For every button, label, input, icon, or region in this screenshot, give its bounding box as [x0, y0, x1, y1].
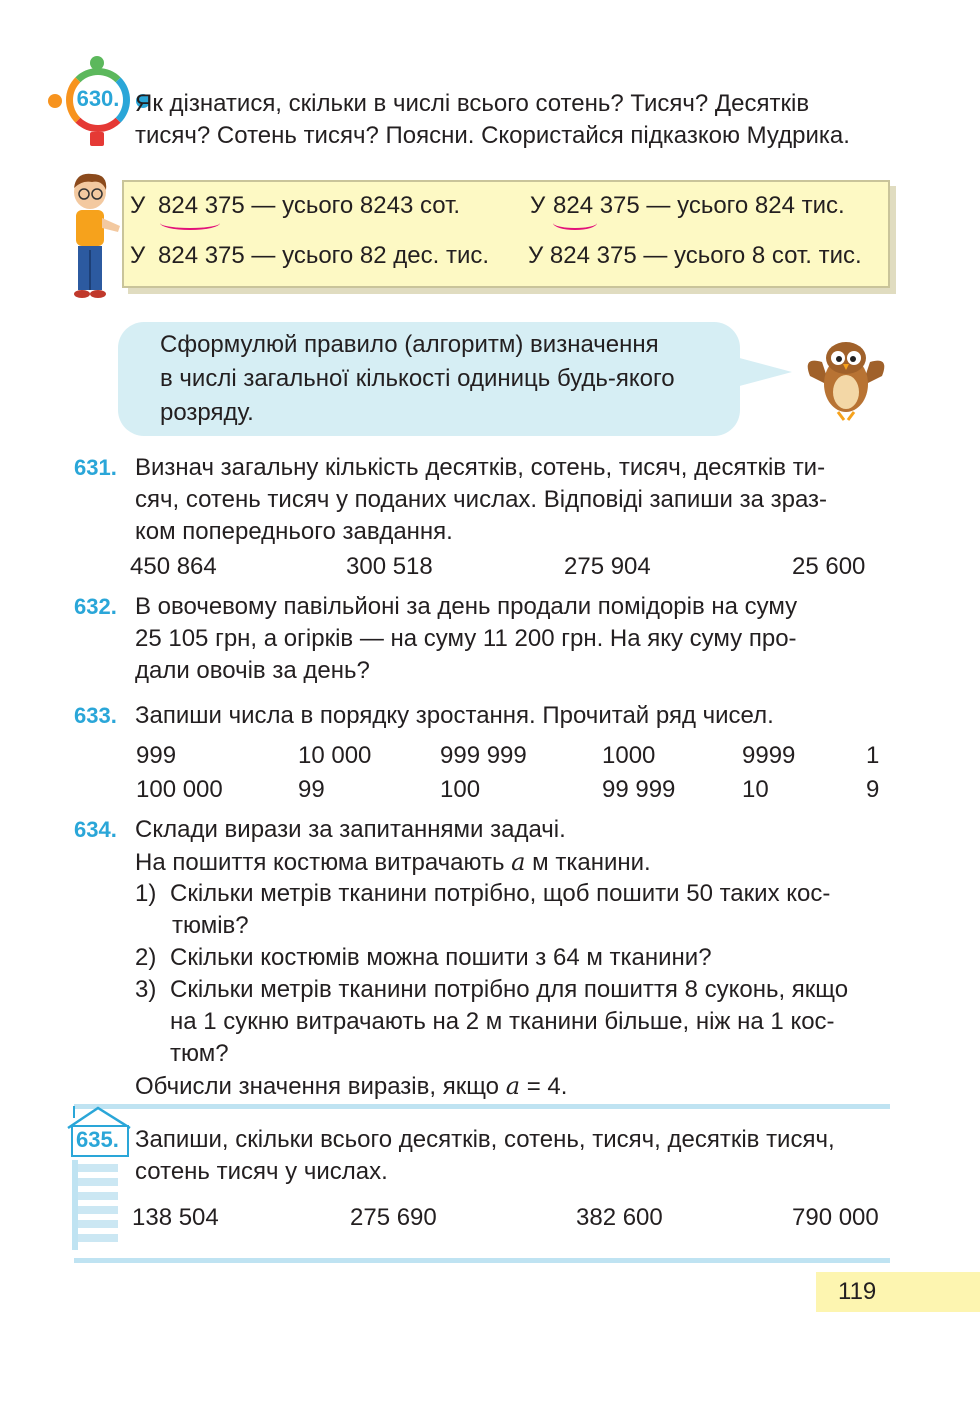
task-634-condition [135, 846, 651, 879]
question-number: 2) [135, 944, 157, 971]
text-line: тюм? [170, 1040, 229, 1067]
number-item: 99 [298, 776, 325, 803]
text-line: в числі загальної кількості одиниць будь-якого [160, 365, 675, 392]
text-line: Скільки метрів тканини потрібно для пошиття 8 суконь, якщо [170, 976, 849, 1003]
hint-r1c2: 824 375 — усього 824 тис. [553, 192, 845, 219]
hint-r1c2-prefix: У [530, 192, 546, 219]
question-number: 3) [135, 976, 157, 1003]
number-item: 9 [866, 776, 880, 803]
task-632-text [135, 591, 891, 687]
underline-arc [160, 216, 220, 230]
text-line: В овочевому павільйоні за день продали помідорів на суму [135, 593, 798, 620]
text-line: сяч, сотень тисяч у поданих числах. Відповіді запиши за зраз- [135, 486, 828, 513]
text-line: розряду. [160, 399, 254, 426]
text-line: на 1 сукню витрачають на 2 м тканини більше, ніж на 1 кос- [170, 1008, 835, 1035]
variable-a: a [511, 848, 526, 876]
text-span: = 4. [526, 1073, 568, 1100]
variable-a: a [505, 1072, 521, 1100]
text-span: На пошиття костюма витрачають [135, 849, 505, 876]
text-line: Як дізнатися, скільки в числі всього сотень? Тисяч? Десятків [135, 90, 810, 117]
boy-mudryk-illustration [62, 170, 122, 300]
underline-arc [553, 216, 597, 230]
page-number: 119 [816, 1272, 980, 1312]
number-item: 1000 [602, 742, 656, 769]
text-line: тюмів? [172, 912, 249, 939]
number-item: 10 [742, 776, 769, 803]
section-divider-bottom [74, 1258, 890, 1263]
question-number: 1) [135, 880, 157, 907]
task-number: 634. [74, 817, 117, 842]
number-item: 275 904 [564, 553, 651, 580]
text-line: Скільки метрів тканини потрібно, щоб пошити 50 таких кос- [170, 880, 831, 907]
text-line: 25 105 грн, а огірків — на суму 11 200 грн. На яку суму про- [135, 625, 797, 652]
hint-r2c2: У 824 375 — усього 8 сот. тис. [528, 242, 862, 269]
text-line: ком попереднього завдання. [135, 518, 453, 545]
number-item: 1 [866, 742, 880, 769]
number-item: 100 [440, 776, 481, 803]
task-number: 631. [74, 455, 117, 480]
text-line: дали овочів за день? [135, 657, 370, 684]
hint-r2c1: 824 375 — усього 82 дес. тис. [158, 242, 490, 269]
task-number: 635. [76, 1127, 119, 1152]
task-635-text [135, 1124, 891, 1188]
speech-bubble-tail [732, 356, 792, 388]
question-1 [170, 878, 891, 942]
task-number: 630. [76, 86, 120, 111]
number-item: 999 [136, 742, 177, 769]
question-3 [170, 974, 891, 1070]
hint-r2c1-prefix: У [130, 242, 146, 269]
number-item: 275 690 [350, 1204, 437, 1231]
hint-r1c1-prefix: У [130, 192, 146, 219]
task-633-text: Запиши числа в порядку зростання. Прочитай ряд чисел. [135, 702, 774, 729]
number-item: 300 518 [346, 553, 433, 580]
number-item: 999 999 [440, 742, 527, 769]
task-634-intro: Склади вирази за запитаннями задачі. [135, 816, 566, 843]
bubble-text [160, 328, 720, 430]
hint-r1c1: 824 375 — усього 8243 сот. [158, 192, 461, 219]
number-item: 99 999 [602, 776, 676, 803]
text-span: м тканини. [532, 849, 651, 876]
number-item: 790 000 [792, 1204, 879, 1231]
owl-illustration [800, 336, 892, 422]
section-divider-top [74, 1104, 890, 1109]
number-item: 382 600 [576, 1204, 663, 1231]
number-item: 138 504 [132, 1204, 219, 1231]
task-630-text [135, 88, 891, 152]
task-630-badge [48, 56, 148, 146]
text-line: Сформулюй правило (алгоритм) визначення [160, 331, 659, 358]
number-item: 100 000 [136, 776, 223, 803]
text-line: Запиши, скільки всього десятків, сотень, тисяч, десятків тисяч, [135, 1126, 835, 1153]
task-number: 632. [74, 594, 117, 619]
question-2: Скільки костюмів можна пошити з 64 м тканини? [170, 944, 712, 971]
task-number: 633. [74, 703, 117, 728]
text-span: Обчисли значення виразів, якщо [135, 1073, 500, 1100]
badge-person-orange [48, 94, 62, 108]
task-634-final [135, 1070, 567, 1103]
number-item: 9999 [742, 742, 796, 769]
number-item: 10 000 [298, 742, 372, 769]
text-line: тисяч? Сотень тисяч? Поясни. Скористайся підказкою Мудрика. [135, 122, 850, 149]
number-item: 450 864 [130, 553, 217, 580]
text-line: Визнач загальну кількість десятків, сотень, тисяч, десятків ти- [135, 454, 826, 481]
badge-person-green [90, 56, 104, 70]
task-631-text [135, 452, 891, 548]
number-item: 25 600 [792, 553, 866, 580]
badge-person-red [90, 132, 104, 146]
text-line: сотень тисяч у числах. [135, 1158, 388, 1185]
